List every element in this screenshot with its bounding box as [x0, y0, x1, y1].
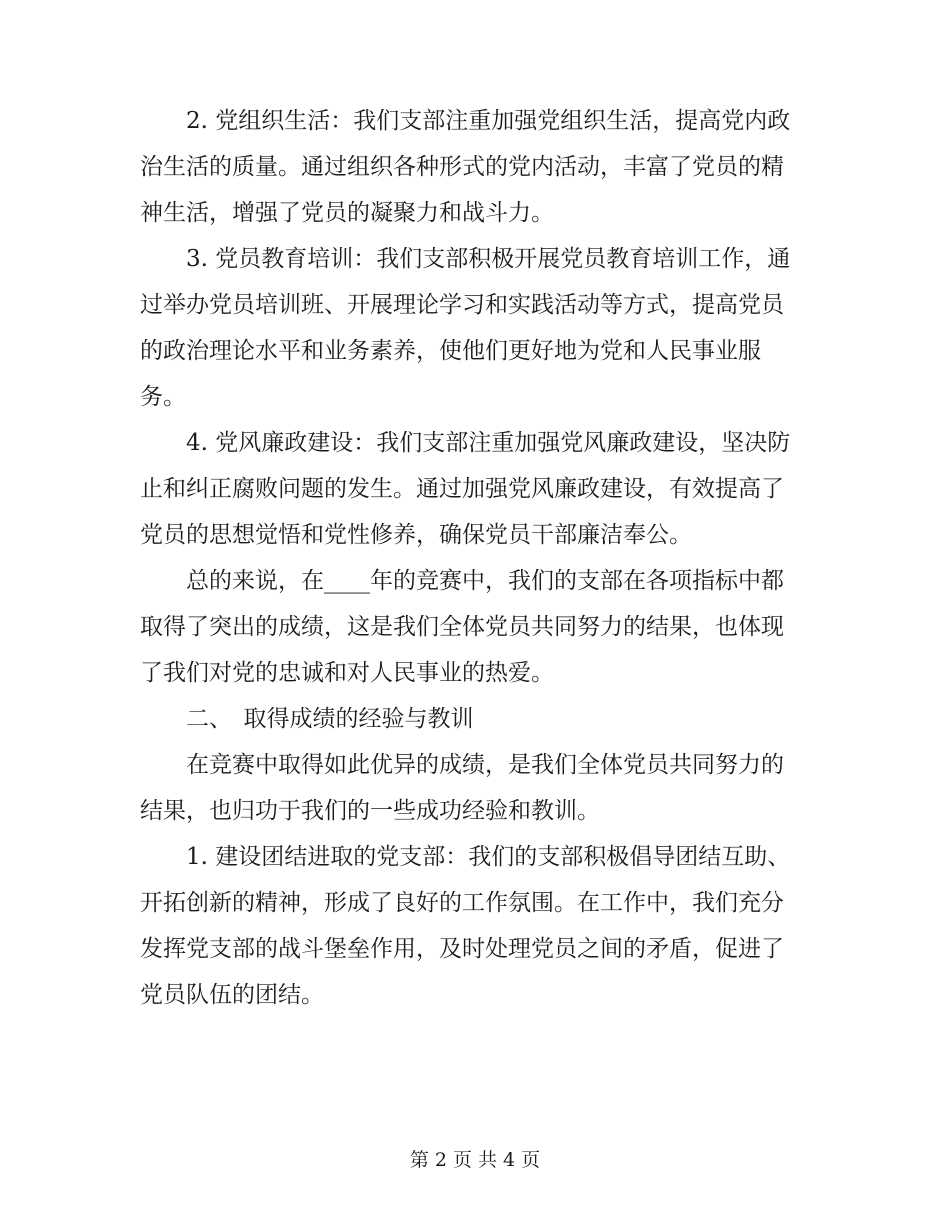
text-line: 过举办党员培训班、开展理论学习和实践活动等方式，提高党员	[140, 292, 784, 318]
document-body	[140, 98, 812, 1018]
paragraph-clean-governance	[140, 420, 812, 558]
text-line: 发挥党支部的战斗堡垒作用，及时处理党员之间的矛盾，促进了	[140, 936, 784, 962]
text-line: 3. 党员教育培训：我们支部积极开展党员教育培训工作，通	[186, 246, 791, 272]
text-line: 2. 党组织生活：我们支部注重加强党组织生活，提高党内政	[186, 108, 791, 134]
text-line: 结果，也归功于我们的一些成功经验和教训。	[140, 798, 600, 824]
paragraph-section-intro	[140, 742, 812, 834]
text-line: 止和纠正腐败问题的发生。通过加强党风廉政建设，有效提高了	[140, 476, 784, 502]
page-number-footer: 第 2 页 共 4 页	[409, 1149, 541, 1171]
text-line: 党员队伍的团结。	[140, 982, 324, 1008]
text-line: 开拓创新的精神，形成了良好的工作氛围。在工作中，我们充分	[140, 890, 784, 916]
paragraph-united-branch	[140, 834, 812, 1018]
text-line: 取得了突出的成绩，这是我们全体党员共同努力的结果，也体现	[140, 614, 784, 640]
paragraph-member-education-training	[140, 236, 812, 420]
text-line: 党员的思想觉悟和党性修养，确保党员干部廉洁奉公。	[140, 522, 692, 548]
paragraph-party-organization-life	[140, 98, 812, 236]
text-line: 治生活的质量。通过组织各种形式的党内活动，丰富了党员的精	[140, 154, 784, 180]
section-heading: 二、 取得成绩的经验与教训	[186, 706, 474, 732]
text-line: 的政治理论水平和业务素养，使他们更好地为党和人民事业服	[140, 338, 761, 364]
text-line: 了我们对党的忠诚和对人民事业的热爱。	[140, 660, 554, 686]
text-line: 4. 党风廉政建设：我们支部注重加强党风廉政建设，坚决防	[186, 430, 791, 456]
text-line: 务。	[140, 384, 186, 410]
text-line: 在竞赛中取得如此优异的成绩，是我们全体党员共同努力的	[186, 752, 784, 778]
text-line: 总的来说，在____年的竞赛中，我们的支部在各项指标中都	[186, 568, 784, 594]
text-line: 1. 建设团结进取的党支部：我们的支部积极倡导团结互助、	[186, 844, 791, 870]
paragraph-summary	[140, 558, 812, 696]
text-line: 神生活，增强了党员的凝聚力和战斗力。	[140, 200, 554, 226]
